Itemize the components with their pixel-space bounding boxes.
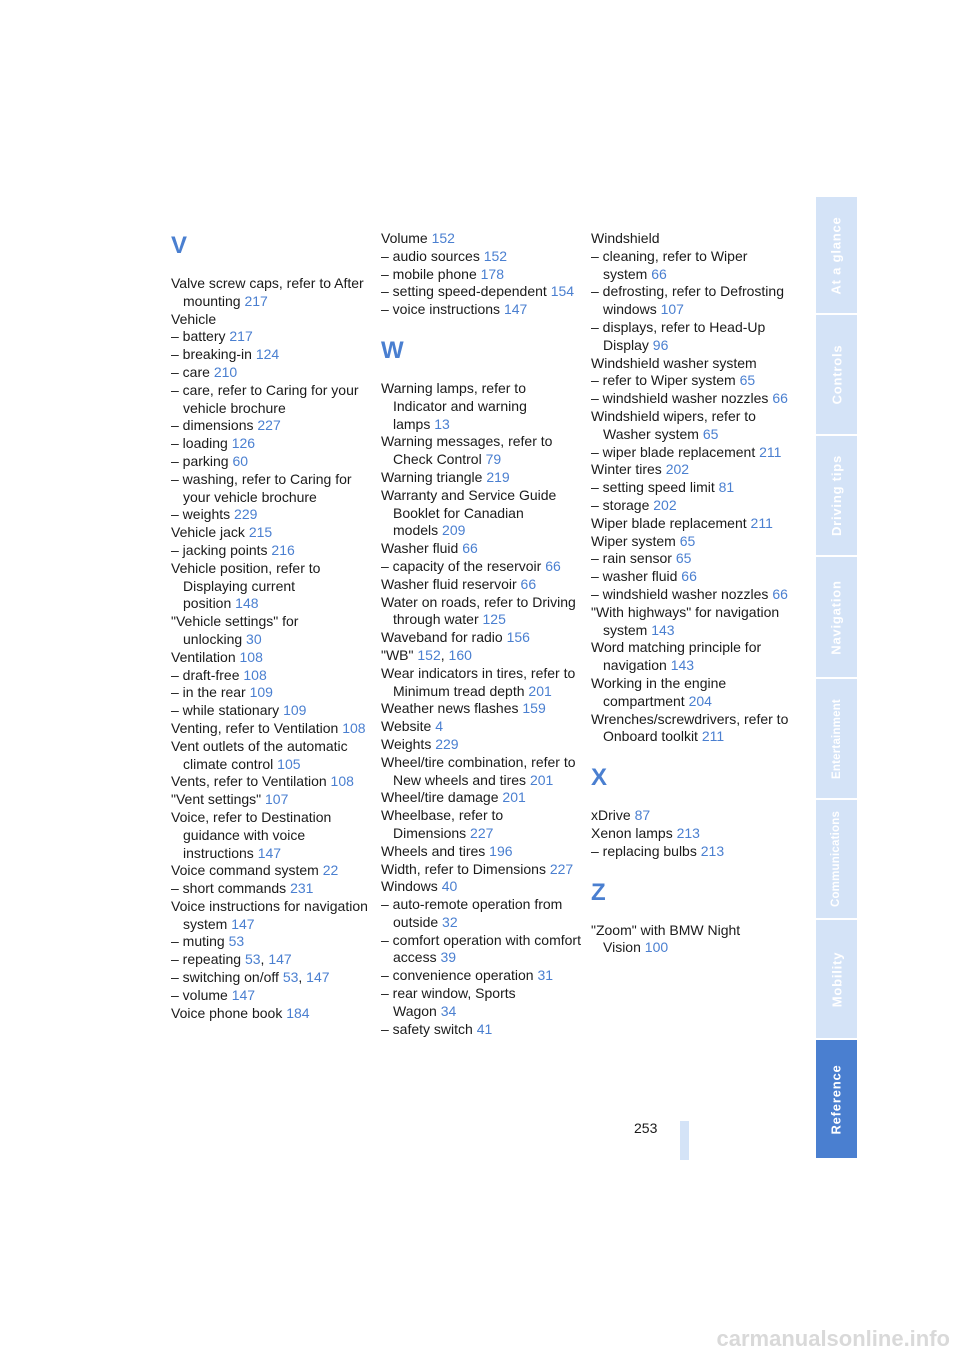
chapter-tab-label: Communications xyxy=(830,810,843,908)
index-entry xyxy=(381,540,581,558)
index-entry xyxy=(591,479,791,497)
page-reference-link[interactable]: 227 xyxy=(470,824,494,841)
index-entry-text: – wiper blade replacement xyxy=(591,443,756,460)
index-entry-text: – in the rear xyxy=(171,684,246,701)
page-reference-link[interactable]: 108 xyxy=(239,648,263,665)
index-entry xyxy=(381,700,581,718)
index-entry xyxy=(591,372,791,390)
index-entry xyxy=(171,275,371,311)
page-reference-link[interactable]: 105 xyxy=(277,755,301,772)
page-reference-link[interactable]: 152 xyxy=(483,247,508,264)
page-reference-link[interactable]: 34 xyxy=(440,1002,457,1019)
page-reference-link[interactable]: 65 xyxy=(702,425,719,442)
index-entry-text: – care, refer to Caring for your vehicle brochure xyxy=(171,381,359,416)
index-entry-text: – audio sources xyxy=(381,247,480,264)
index-entry xyxy=(381,985,581,1021)
index-entry xyxy=(591,533,791,551)
page-reference-link[interactable]: 107 xyxy=(660,301,684,318)
page-reference-link[interactable]: 229 xyxy=(234,506,258,523)
page-reference-link[interactable]: 66 xyxy=(520,575,537,592)
page-reference-link[interactable]: 210 xyxy=(213,363,238,380)
index-entry xyxy=(591,825,791,843)
index-entry-text: Weights xyxy=(381,735,432,752)
index-entry xyxy=(381,266,581,284)
index-entry-text: – mobile phone xyxy=(381,265,477,282)
index-entry xyxy=(171,524,371,542)
page-reference-link[interactable]: 184 xyxy=(286,1004,310,1021)
index-entry xyxy=(591,230,791,248)
index-entry-text: – volume xyxy=(171,986,228,1003)
index-entry-text: Wheel/tire damage xyxy=(381,789,499,806)
page-reference-link[interactable]: 213 xyxy=(676,824,700,841)
chapter-tab-navigation[interactable] xyxy=(816,557,857,677)
index-entry-text: – replacing bulbs xyxy=(591,842,697,859)
page-reference-link[interactable]: 66 xyxy=(545,557,561,574)
index-entry xyxy=(381,789,581,807)
page-reference-link[interactable]: 66 xyxy=(651,265,667,282)
index-entry-text: – rain sensor xyxy=(591,550,672,567)
index-entry xyxy=(381,558,581,576)
page-reference-link[interactable]: 178 xyxy=(480,265,504,282)
page-reference-link[interactable]: 211 xyxy=(759,443,782,460)
page-reference-link[interactable]: 143 xyxy=(651,621,675,638)
index-entry xyxy=(591,515,791,533)
index-entry-text: Vent outlets of the automatic climate control xyxy=(171,737,348,772)
index-entry xyxy=(591,550,791,568)
chapter-tab-entertainment[interactable] xyxy=(816,679,857,798)
index-entry xyxy=(171,809,371,862)
page-reference-link[interactable]: 229 xyxy=(435,735,459,752)
index-entry xyxy=(591,355,791,373)
page-reference-link[interactable]: 211 xyxy=(750,514,773,531)
index-entry xyxy=(591,497,791,515)
index-entry-text: Warning messages, refer to Check Control xyxy=(381,433,553,468)
index-entry: – repeating 53, 147 xyxy=(171,951,292,968)
page-reference-link[interactable]: 66 xyxy=(772,390,788,407)
index-entry xyxy=(591,568,791,586)
index-entry xyxy=(381,967,581,985)
index-entry-text: Wiper blade replacement xyxy=(591,514,747,531)
index-column-1 xyxy=(171,230,371,1022)
page-reference-link[interactable]: 13 xyxy=(434,415,450,432)
index-entry: – switching on/off 53, 147 xyxy=(171,969,330,986)
page-reference-link[interactable]: 147 xyxy=(503,301,528,318)
page-reference-link[interactable]: 66 xyxy=(462,540,478,557)
index-entry: "WB" 152, 160 xyxy=(381,646,472,663)
index-entry-text: Voice command system xyxy=(171,862,319,879)
index-entry-text: Vehicle position, refer to Displaying current position xyxy=(171,559,321,612)
index-entry xyxy=(171,720,371,738)
index-entry-text: – safety switch xyxy=(381,1020,473,1037)
index-entry-text: "Zoom" with BMW Night Vision xyxy=(591,921,741,956)
page-reference-link[interactable]: 196 xyxy=(489,842,513,859)
index-entry-text: Winter tires xyxy=(591,461,662,478)
index-entry-text: Windows xyxy=(381,878,438,895)
index-entry-text: Wheelbase, refer to Dimensions xyxy=(381,807,504,841)
page-reference-link[interactable]: 213 xyxy=(700,842,725,859)
index-entry xyxy=(171,542,371,560)
chapter-tab-label: Reference xyxy=(829,1063,845,1135)
index-entry-text: Windshield washer system xyxy=(591,354,757,371)
index-entry-text: Water on roads, refer to Driving through water xyxy=(381,593,576,628)
page-reference-link[interactable]: 227 xyxy=(257,417,281,434)
page-reference-link[interactable]: 124 xyxy=(255,346,280,363)
index-entry-text: Warning triangle xyxy=(381,468,483,485)
page-reference-link[interactable]: 160 xyxy=(448,646,472,663)
index-entry-text: "WB" xyxy=(381,646,414,663)
index-entry xyxy=(171,364,371,382)
page-reference-link[interactable]: 126 xyxy=(231,435,256,452)
index-entry xyxy=(171,862,371,880)
index-entry-text: Wiper system xyxy=(591,532,676,549)
index-entry xyxy=(171,684,371,702)
chapter-tab-controls[interactable] xyxy=(816,315,857,434)
index-entry xyxy=(591,319,791,355)
page-reference-link[interactable]: 31 xyxy=(537,967,554,984)
page-reference-link[interactable]: 202 xyxy=(665,461,690,478)
index-entry xyxy=(171,382,371,418)
index-entry-text: – muting xyxy=(171,933,225,950)
page-reference-link[interactable]: 143 xyxy=(670,657,695,674)
index-entry-text: Vehicle xyxy=(171,310,217,327)
index-entry-text: Word matching principle for navigation xyxy=(591,639,762,674)
page-number: 253 xyxy=(634,1120,658,1136)
page-reference-link[interactable]: 156 xyxy=(506,629,530,646)
index-entry xyxy=(171,898,371,934)
page-reference-link[interactable]: 109 xyxy=(249,684,273,701)
index-entry-text: – parking xyxy=(171,452,229,469)
page-reference-link[interactable]: 65 xyxy=(675,550,692,567)
index-entry-text: – windshield washer nozzles xyxy=(591,585,769,602)
index-entry-text: – loading xyxy=(171,435,228,452)
index-entry xyxy=(381,380,581,433)
index-entry xyxy=(591,408,791,444)
chapter-tab-mobility[interactable] xyxy=(816,920,857,1038)
index-entry-text: "Vehicle settings" for unlocking xyxy=(171,613,299,647)
page-reference-link[interactable]: 53 xyxy=(244,951,261,968)
index-entry xyxy=(171,560,371,613)
index-entry xyxy=(381,861,581,879)
index-entry-text: Width, refer to Dimensions xyxy=(381,860,546,877)
index-entry xyxy=(381,594,581,630)
index-entry-text: Wheel/tire combination, refer to New wheels and tires xyxy=(381,753,576,788)
index-entry-text: Xenon lamps xyxy=(591,824,673,841)
page-reference-link[interactable]: 219 xyxy=(486,468,510,485)
page-reference-link[interactable]: 53 xyxy=(228,933,245,950)
index-entry xyxy=(591,675,791,711)
index-entry xyxy=(591,248,791,284)
index-entry-text: xDrive xyxy=(591,807,631,824)
index-entry xyxy=(381,754,581,790)
chapter-tab-reference[interactable] xyxy=(816,1040,857,1158)
chapter-tab-label: Navigation xyxy=(829,579,844,655)
index-entry xyxy=(381,843,581,861)
page-reference-link[interactable]: 108 xyxy=(330,773,354,790)
index-entry xyxy=(591,807,791,825)
index-entry-text: – cleaning, refer to Wiper system xyxy=(591,247,748,282)
index-entry xyxy=(171,1005,371,1023)
index-entry xyxy=(171,791,371,809)
index-entry-text: Ventilation xyxy=(171,648,236,665)
page-reference-link[interactable]: 216 xyxy=(271,541,295,558)
index-letter-heading: X xyxy=(591,764,608,792)
index-column-2 xyxy=(381,230,581,1038)
index-entry xyxy=(381,807,581,843)
chapter-tab-label: Controls xyxy=(829,344,844,405)
page-reference-link[interactable]: 4 xyxy=(435,718,444,735)
index-entry-text: – care xyxy=(171,363,210,380)
index-entry xyxy=(171,453,371,471)
index-entry xyxy=(171,987,371,1005)
index-entry-text: – repeating xyxy=(171,951,242,968)
index-entry-text: Website xyxy=(381,718,432,735)
index-entry xyxy=(171,417,371,435)
index-entry xyxy=(591,586,791,604)
index-entry-text: – voice instructions xyxy=(381,301,501,318)
index-entry xyxy=(171,346,371,364)
index-entry xyxy=(171,933,371,951)
page-reference-link[interactable]: 87 xyxy=(634,807,651,824)
index-entry-text: Venting, refer to Ventilation xyxy=(171,719,339,736)
index-entry xyxy=(591,461,791,479)
index-entry-text: Weather news flashes xyxy=(381,700,519,717)
page-reference-link[interactable]: 152 xyxy=(417,646,441,663)
chapter-tab-label: Entertainment xyxy=(830,698,843,779)
index-entry xyxy=(171,649,371,667)
page-reference-link[interactable]: 30 xyxy=(246,630,262,647)
page-reference-link[interactable]: 40 xyxy=(441,878,458,895)
index-entry-text: Vehicle jack xyxy=(171,524,245,541)
page-reference-link[interactable]: 107 xyxy=(265,791,289,808)
index-entry-text: Windshield wipers, refer to Washer system xyxy=(591,407,756,442)
page-reference-link[interactable]: 201 xyxy=(529,771,554,788)
index-letter-heading: Z xyxy=(591,878,606,906)
index-entry xyxy=(171,435,371,453)
page-reference-link[interactable]: 96 xyxy=(652,336,669,353)
index-entry-text: Wheels and tires xyxy=(381,842,486,859)
index-entry-text: – washer fluid xyxy=(591,568,678,585)
index-entry-text: – comfort operation with comfort access xyxy=(381,931,581,966)
index-entry-text: "With highways" for navigation system xyxy=(591,603,780,638)
page-reference-link[interactable]: 215 xyxy=(248,524,273,541)
index-letter-heading: V xyxy=(171,232,188,259)
page-reference-link[interactable]: 60 xyxy=(232,452,249,469)
page-reference-link[interactable]: 125 xyxy=(482,611,506,628)
index-entry xyxy=(381,576,581,594)
index-entry-text: Valve screw caps, refer to After mounting xyxy=(171,275,364,309)
page-reference-link[interactable]: 231 xyxy=(290,880,314,897)
index-column-3 xyxy=(591,230,791,957)
index-entry-text: – switching on/off xyxy=(171,969,279,986)
index-entry xyxy=(171,773,371,791)
index-entry-text: – setting speed-dependent xyxy=(381,283,547,300)
page-number-bar xyxy=(680,1121,689,1160)
chapter-tab-label: Driving tips xyxy=(829,454,845,537)
chapter-tab-label: Mobility xyxy=(829,951,845,1007)
index-entry-text: – dimensions xyxy=(171,417,254,434)
index-entry-text: – auto-remote operation from outside xyxy=(381,896,563,930)
chapter-tab-label: At a glance xyxy=(829,215,844,295)
index-letter-heading: W xyxy=(381,336,404,364)
page-reference-link[interactable]: 147 xyxy=(257,844,282,861)
page-reference-link[interactable]: 148 xyxy=(235,595,259,612)
index-entry-text: – washing, refer to Caring for your vehicle brochure xyxy=(171,470,352,505)
page-reference-link[interactable]: 109 xyxy=(283,702,307,719)
index-entry xyxy=(171,328,371,346)
index-entry-text: – capacity of the reservoir xyxy=(381,557,542,574)
index-entry xyxy=(381,248,581,266)
index-entry xyxy=(171,667,371,685)
page-reference-link[interactable]: 32 xyxy=(442,913,458,930)
index-entry xyxy=(591,283,791,319)
index-entry-text: Waveband for radio xyxy=(381,629,503,646)
index-entry-text: Voice phone book xyxy=(171,1004,283,1021)
index-entry xyxy=(381,487,581,540)
index-entry-text: – storage xyxy=(591,496,650,513)
page-reference-link[interactable]: 159 xyxy=(522,700,546,717)
index-entry-text: Working in the engine compartment xyxy=(591,674,727,709)
chapter-tab-at-a-glance[interactable] xyxy=(816,197,857,313)
page-reference-link[interactable]: 66 xyxy=(772,585,788,602)
index-entry xyxy=(171,738,371,774)
page-reference-link[interactable]: 154 xyxy=(550,283,575,300)
page-reference-link[interactable]: 147 xyxy=(231,986,256,1003)
index-entry xyxy=(381,1021,581,1039)
index-entry xyxy=(591,843,791,861)
index-entry xyxy=(381,469,581,487)
index-entry xyxy=(381,230,581,248)
index-entry xyxy=(381,932,581,968)
index-entry xyxy=(171,311,371,329)
index-entry xyxy=(591,604,791,640)
page-reference-link[interactable]: 202 xyxy=(653,496,677,513)
page-reference-link[interactable]: 152 xyxy=(431,230,455,246)
page-reference-link[interactable]: 66 xyxy=(681,568,697,585)
page-reference-link[interactable]: 108 xyxy=(243,666,267,683)
page-reference-link[interactable]: 201 xyxy=(502,789,526,806)
index-entry-text: – battery xyxy=(171,328,226,345)
index-entry xyxy=(381,629,581,647)
index-entry-text: – while stationary xyxy=(171,702,280,719)
footer-watermark: carmanualsonline.info xyxy=(716,1326,950,1351)
page-reference-link[interactable]: 227 xyxy=(549,860,574,877)
index-entry xyxy=(171,506,371,524)
index-entry-text: Voice, refer to Destination guidance with voice instructions xyxy=(171,808,332,861)
page-reference-link[interactable]: 108 xyxy=(342,719,366,736)
page-reference-link[interactable]: 147 xyxy=(268,951,292,968)
index-entry-text: Warning lamps, refer to Indicator and warning lamps xyxy=(381,379,527,432)
index-entry-text: – rear window, Sports Wagon xyxy=(381,985,516,1019)
index-entry-text: – defrosting, refer to Defrosting windows xyxy=(591,283,784,318)
index-entry-text: – weights xyxy=(171,506,231,523)
page-reference-link[interactable]: 147 xyxy=(306,969,330,986)
page-reference-link[interactable]: 217 xyxy=(244,292,268,309)
index-entry xyxy=(171,702,371,720)
page-reference-link[interactable]: 217 xyxy=(229,328,253,345)
index-entry-text: Vents, refer to Ventilation xyxy=(171,773,327,790)
index-entry-text: Voice instructions for navigation system xyxy=(171,897,368,932)
index-entry-text: Windshield xyxy=(591,230,660,246)
index-entry-text: Wear indicators in tires, refer to Minimum tread depth xyxy=(381,664,576,699)
index-entry-text: Volume xyxy=(381,230,428,246)
index-entry-text: Washer fluid xyxy=(381,540,459,557)
index-entry xyxy=(381,736,581,754)
page-reference-link[interactable]: 209 xyxy=(442,522,466,539)
index-entry xyxy=(381,718,581,736)
index-entry-text: – jacking points xyxy=(171,541,268,558)
index-entry-text: – refer to Wiper system xyxy=(591,372,736,389)
index-entry xyxy=(381,301,581,319)
index-entry xyxy=(381,433,581,469)
index-entry xyxy=(171,880,371,898)
chapter-tab-communications[interactable] xyxy=(816,800,857,918)
index-entry-text: – breaking-in xyxy=(171,346,252,363)
index-entry xyxy=(381,896,581,932)
index-entry xyxy=(171,471,371,507)
index-entry xyxy=(381,665,581,701)
index-entry-text: – draft-free xyxy=(171,666,240,683)
page-reference-link[interactable]: 204 xyxy=(688,692,712,709)
index-entry xyxy=(171,613,371,649)
index-entry-text: Warranty and Service Guide Booklet for Canadian models xyxy=(381,486,557,539)
page-reference-link[interactable]: 39 xyxy=(440,949,457,966)
index-entry xyxy=(381,878,581,896)
index-entry xyxy=(591,444,791,462)
page-reference-link[interactable]: 100 xyxy=(644,939,669,956)
page-reference-link[interactable]: 81 xyxy=(718,479,735,496)
index-entry xyxy=(591,639,791,675)
index-entry xyxy=(591,922,791,958)
index-entry-text: – short commands xyxy=(171,880,287,897)
index-entry-text: "Vent settings" xyxy=(171,791,262,808)
index-entry xyxy=(381,283,581,301)
page-reference-link[interactable]: 147 xyxy=(231,915,255,932)
page-reference-link[interactable]: 53 xyxy=(282,969,299,986)
chapter-tab-driving-tips[interactable] xyxy=(816,436,857,555)
index-entry-text: – setting speed limit xyxy=(591,479,715,496)
chapter-tabs xyxy=(816,197,857,1160)
page-reference-link[interactable]: 65 xyxy=(739,372,756,389)
index-entry-text: Wrenches/screwdrivers, refer to Onboard toolkit xyxy=(591,710,789,745)
index-entry-text: Washer fluid reservoir xyxy=(381,575,517,592)
index-entry-text: – windshield washer nozzles xyxy=(591,390,769,407)
page-reference-link[interactable]: 22 xyxy=(322,862,339,879)
page-reference-link[interactable]: 201 xyxy=(528,682,552,699)
page-reference-link[interactable]: 65 xyxy=(679,532,696,549)
page-reference-link[interactable]: 211 xyxy=(701,728,725,745)
index-entry-text: – convenience operation xyxy=(381,967,534,984)
page-reference-link[interactable]: 41 xyxy=(476,1020,493,1037)
index-entry xyxy=(591,711,791,747)
page-reference-link[interactable]: 79 xyxy=(485,451,502,468)
index-entry xyxy=(591,390,791,408)
index-entry-text: – displays, refer to Head-Up Display xyxy=(591,318,766,353)
